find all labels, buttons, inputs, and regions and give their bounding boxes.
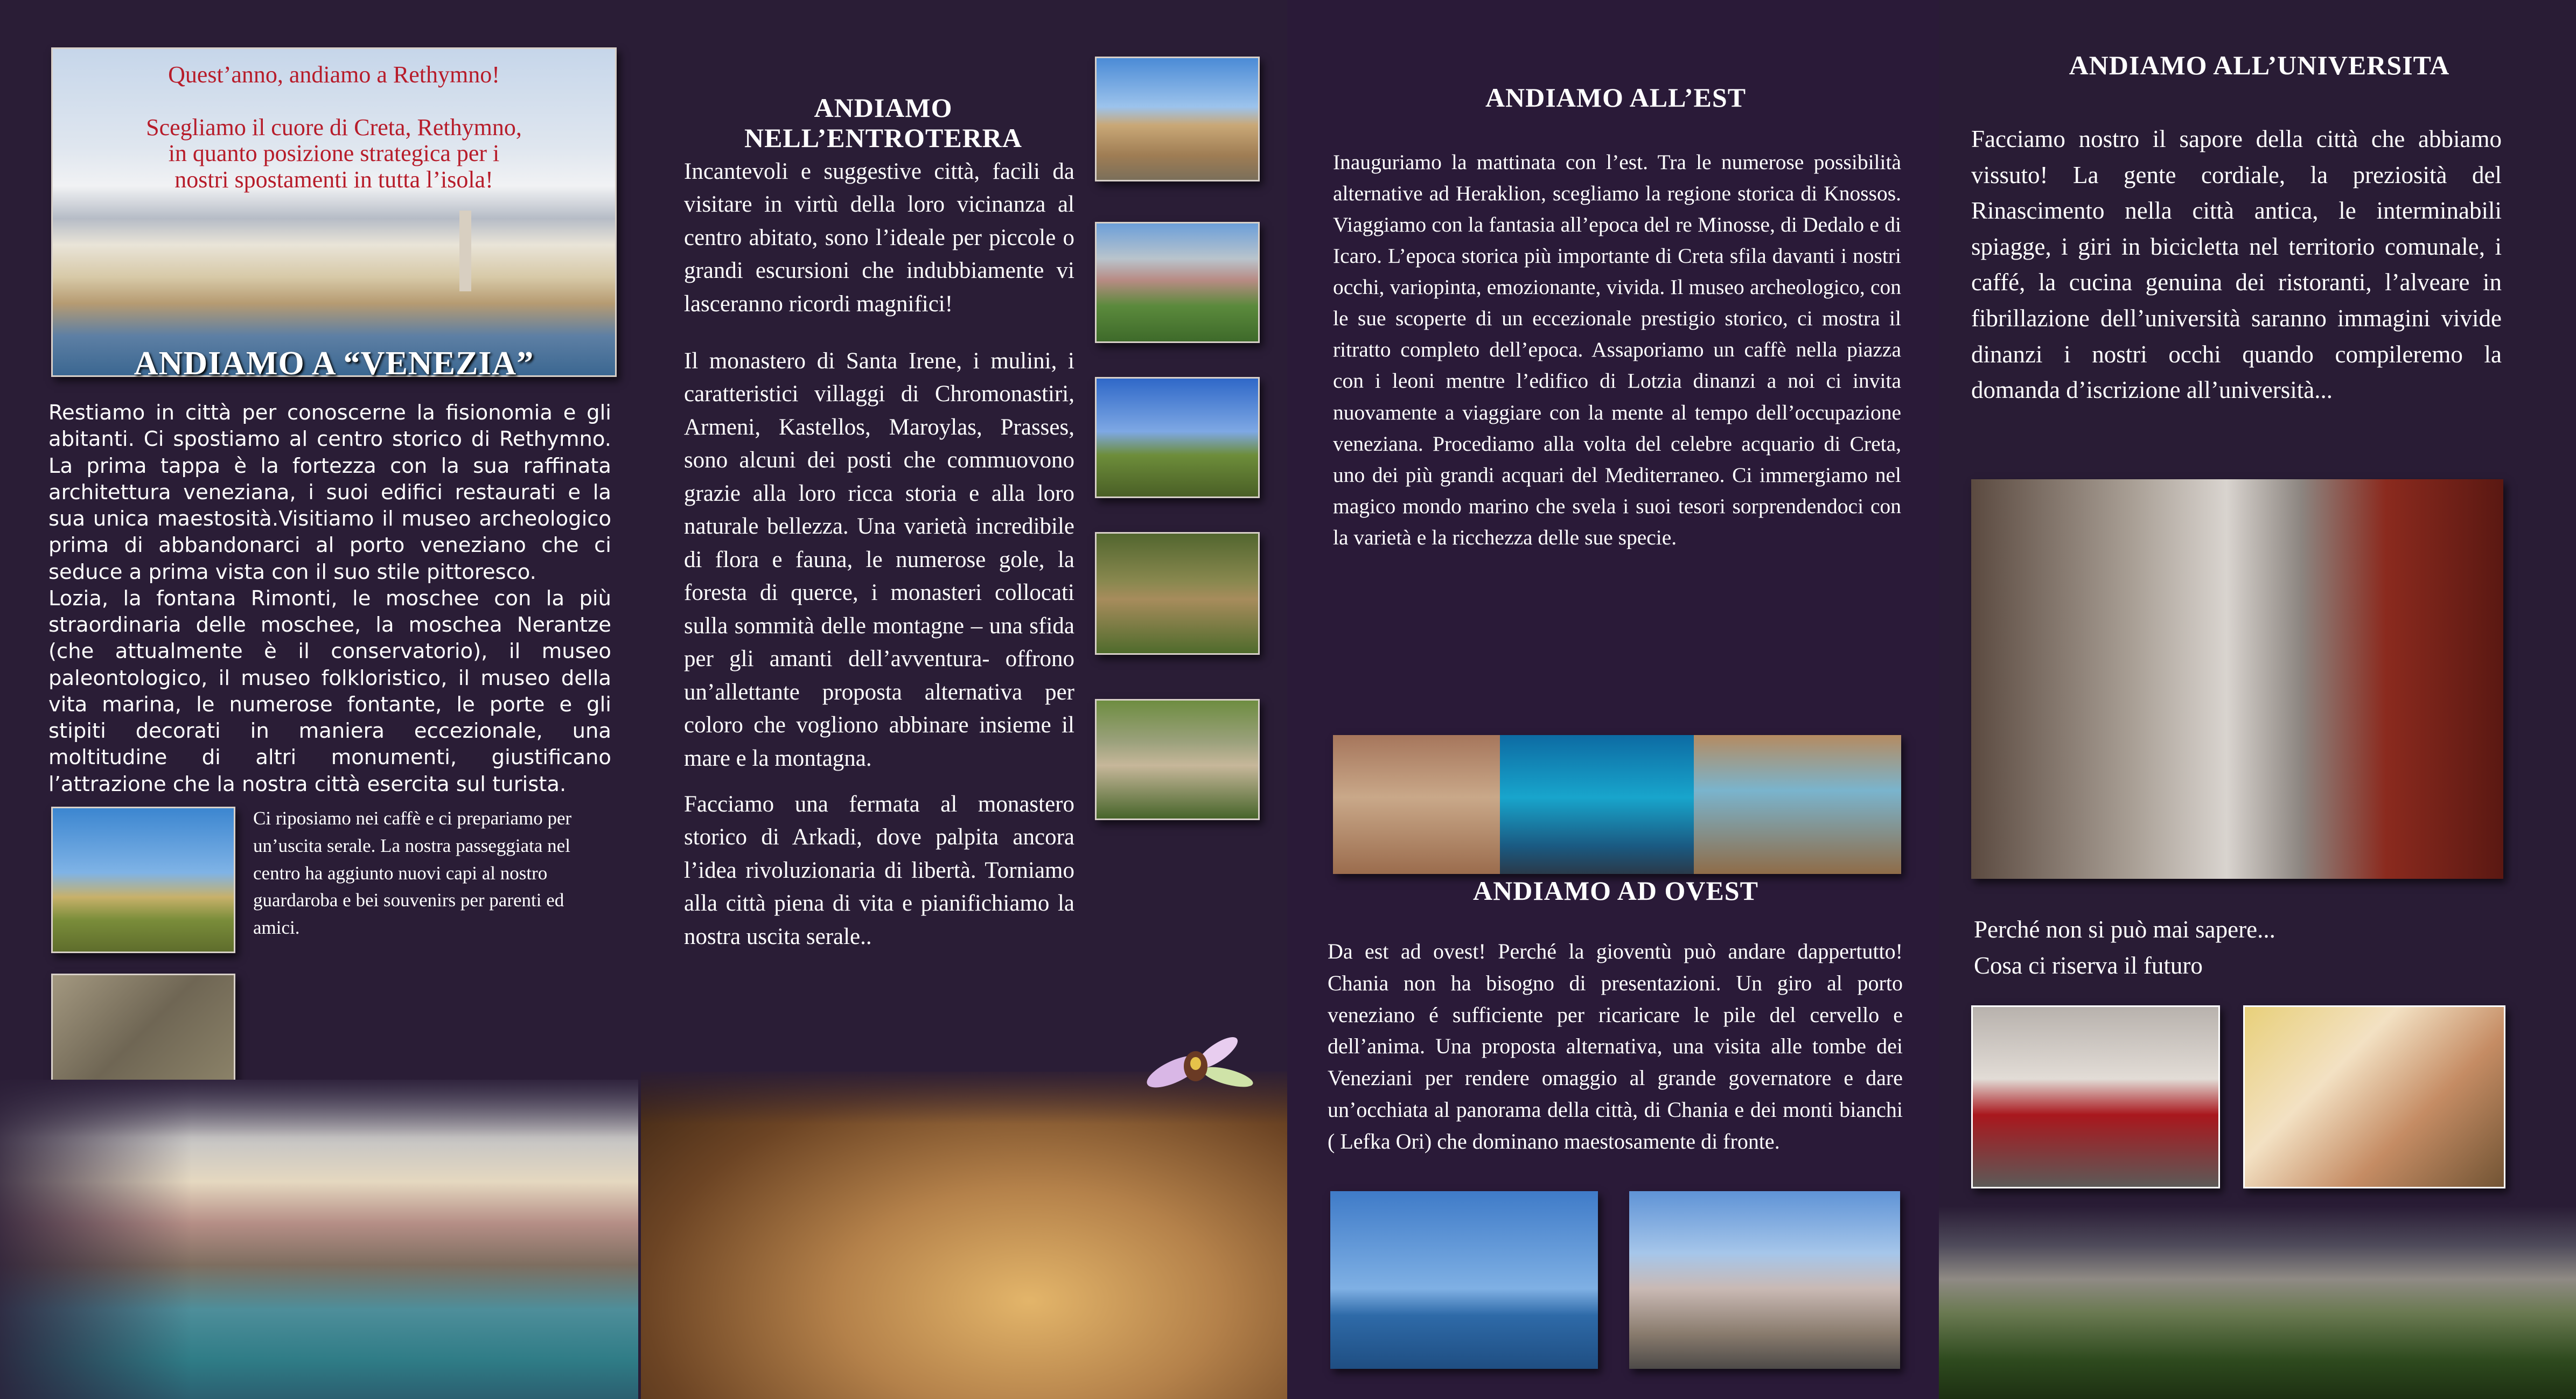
title-line: ANDIAMO [814,93,953,123]
chania-mosque-photo [1629,1191,1900,1369]
countryside-photo [1095,377,1260,498]
old-town-street-photo [1971,479,2503,879]
rethymno-panorama-photo [51,47,617,377]
chania-lighthouse-photo [1330,1191,1598,1369]
closing-line: Cosa ci riserva il futuro [1974,952,2203,979]
section-title-entroterra [673,93,1093,153]
tavern-fade-overlay [641,1072,1287,1399]
closing-text [1974,912,2502,983]
ovest-paragraph: Da est ad ovest! Perché la gioventù può andare dappertutto! Chania non ha bisogno di presentazioni. Un giro al porto veneziano é sufficiente per ricaricare le pile del cervello e dell’anima. Una proposta alternativa, una visita alle tombe dei Veneziani per rendere omaggio al grande governatore e dare un’occhiata al panorama della città, di Chania e dei monti bianchi ( Lefka Ori) che dominano maestosamente di fronte. [1328,939,1903,1153]
orchid-flower-icon [1136,1026,1260,1101]
entroterra-paragraph-1: Incantevoli e suggestive città, facili da visitare in virtù della loro vicinanza al centro abitato, sono l’ideale per piccole o grandi escursioni che indubbiamente vi lasceranno ricordi magnifici! [684,159,1074,317]
venezia-body [48,400,611,798]
hero-caption-text [53,115,615,193]
hero-caption-line: nostri spostamenti in tutta l’isola! [174,166,493,193]
village-church-photo [1095,222,1260,343]
entroterra-paragraph-2: Il monastero di Santa Irene, i mulini, i caratteristici villaggi di Chromonastiri, Armeni, Kastellos, Maroylas, Prasses, sono alcuni dei posti che commuovono grazie alla loro ricca storia e alla loro naturale bellezza. Una varietà incredibile di flora e fauna, le numerose gole, la foresta di querce, i monasteri collocati sulla sommità delle montagne – una sfida per gli amanti dell’avventura- offrono un’allettante proposta alternativa per coloro che vogliono abbinare insieme il mare e la montagna. [684,348,1074,771]
cafe-paragraph: Ci riposiamo nei caffè e ci prepariamo per un’uscita serale. La nostra passeggiata nel centro ha aggiunto nuovi capi al nostro guardaroba e bei souvenirs per parenti ed amici. [253,808,572,938]
title-line: NELL’ENTROTERRA [744,123,1023,153]
knossos-photo [1333,735,1500,874]
aquarium-photo [1500,735,1694,874]
minaret-shape [459,211,471,291]
section-title-universita: ANDIAMO ALL’UNIVERSITA [2069,50,2450,80]
section-title-ovest: ANDIAMO AD OVEST [1473,876,1758,906]
est-paragraph: Inauguriamo la mattinata con l’est. Tra le numerose possibilità alternative ad Heraklion, scegliamo la regione storica di Knossos. Viaggiamo con la fantasia all’epoca del re Minosse, di Dedalo e di Icaro. L’epoca storica più importante di Creta sfila davanti i nostri occhi, variopinta, emozionante, vivida. Il museo archeologico, con le sue scoperte di un eccezionale prestigio storico, ci mostra il ritratto completo dell’epoca. Assaporiamo un caffè nella piazza con i leoni mentre l’edifico di Lotzia dinanzi a noi ci invita nuovamente a viaggiare con la mente al tempo dell’occupazione veneziana. Procediamo alla volta del celebre acquario di Creta, uno dei più grandi acquari del Mediterraneo. Ci immergiamo nel magico mondo marino che svela i suoi tesori sorprendendoci con la varietà e la ricchezza delle sue specie. [1333,150,1901,549]
hero-caption-line: Scegliamo il cuore di Creta, Rethymno, [146,114,522,141]
hero-caption-title: Quest’anno, andiamo a Rethymno! [168,61,500,88]
entroterra-paragraph-3: Facciamo una fermata al monastero storico di Arkadi, dove palpita ancora l’idea rivoluzionaria di libertà. Torniamo alla città piena di vita e pianifichiamo la nostra uscita serale.. [684,792,1074,949]
arch-ruin-photo [51,974,235,1089]
hero-caption-line: in quanto posizione strategica per i [168,140,500,167]
bicycles-photo [1971,1005,2220,1188]
closing-line: Perché non si può mai sapere... [1974,916,2275,943]
venezia-paragraph: Restiamo in città per conoscerne la fisionomia e gli abitanti. Ci spostiamo al centro storico di Rethymno. La prima tappa è la fortezza con la sua raffinata architettura veneziana, i suoi edifici restaurati e la sua unica maestosità.Visitiamo il museo archeologico prima di abbandonarci al porto veneziano che ci seduce a prima vista con il suo stile pittoresco. [48,401,611,584]
heraklion-photo-strip [1333,735,1901,874]
fortezza-photo [51,807,235,953]
tavern-dinner-photo [641,1072,1287,1399]
venetian-harbor-photo [0,1080,638,1399]
venezia-paragraph: Lozia, la fontana Rimonti, le moschee con la più straordinaria delle moschee, la moschea Nerantze (che attualmente è il conservatorio), il museo paleontologico, il museo folkloristico, il museo della vita marina, le numerose fontante, le porte e gli stipiti decorati in maniera eccezionale, una moltitudine di altri monumenti, giustificano l’attrazione che la nostra città esercita sul turista. [48,586,611,796]
mill-village-photo [1095,699,1260,820]
arkadi-monastery-photo [1095,57,1260,181]
universita-paragraph: Facciamo nostro il sapore della città che abbiamo vissuto! La gente cordiale, la preziosità del Rinascimento nella città antica, le interminabili spiagge, i giri in bicicletta nel territorio comunale, i caffé, la cucina genuina dei ristoranti, l’alveare in fibrillazione dell’università saranno immagini vivide dinanzi i nostri occhi quando compileremo la domanda d’iscrizione all’università... [1971,125,2502,404]
section-title-est: ANDIAMO ALL’EST [1485,82,1747,113]
fresco-photo [1694,735,1901,874]
students-photo [2243,1005,2505,1188]
section-title-venezia: ANDIAMO A “VENEZIA” [134,345,534,382]
university-campus-photo [1939,1206,2576,1399]
gorge-monastery-photo [1095,532,1260,655]
harbor-fade-overlay [0,1080,638,1399]
